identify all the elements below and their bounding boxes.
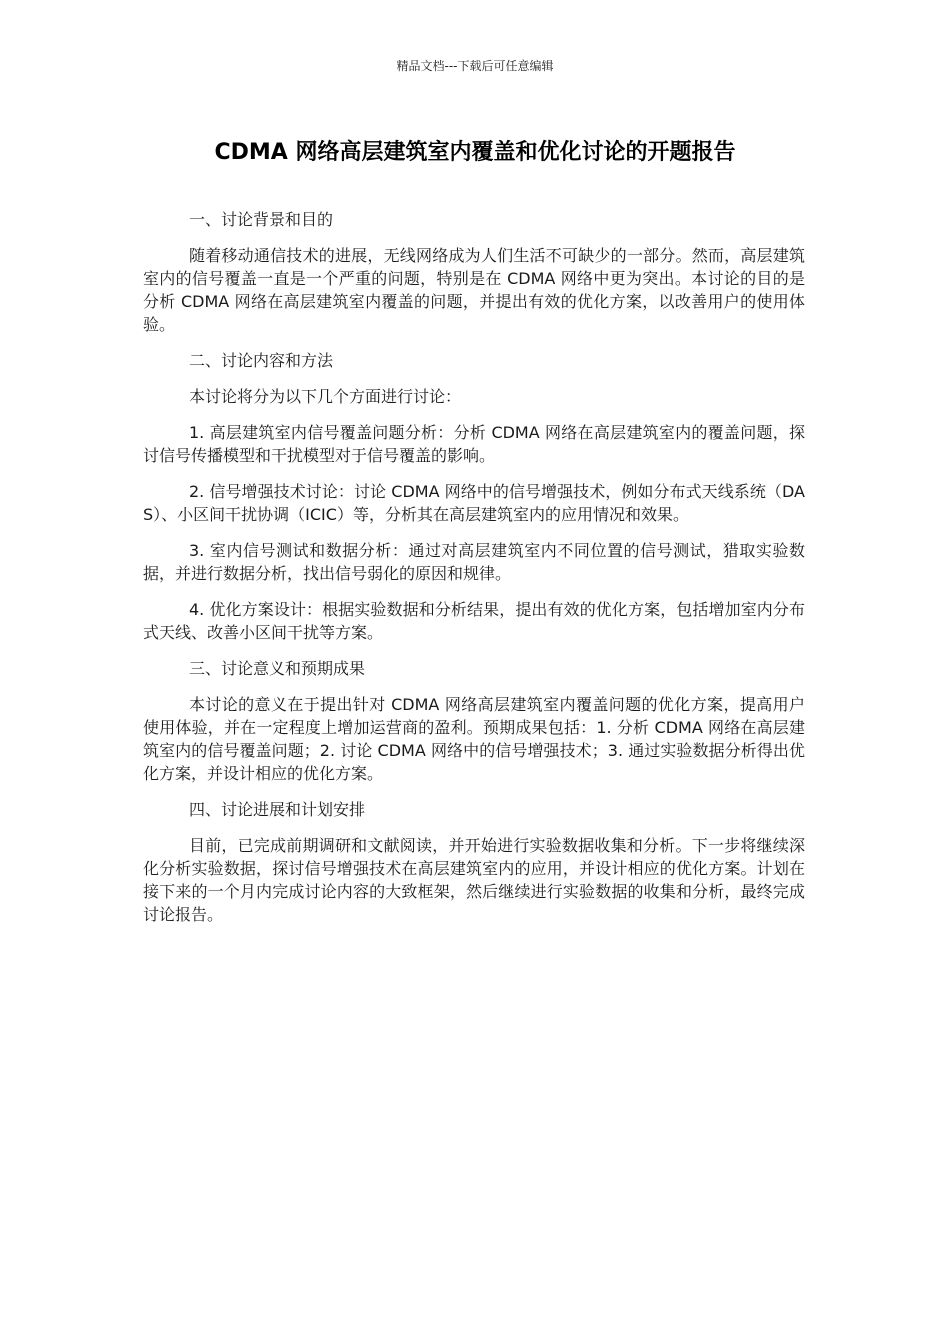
list-item-4: 4. 优化方案设计：根据实验数据和分析结果，提出有效的优化方案，包括增加室内分布式天线、改善小区间干扰等方案。 [143, 600, 805, 642]
document-body [143, 208, 805, 939]
paragraph-significance: 本讨论的意义在于提出针对 CDMA 网络高层建筑室内覆盖问题的优化方案，提高用户使用体验，并在一定程度上增加运营商的盈利。预期成果包括：1. 分析 CDMA 网络在高层建筑室内的信号覆盖问题；2. 讨论 CDMA 网络中的信号增强技术；3. 通过实验数据分析得出优化方案，并设计相应的优化方案。 [143, 695, 805, 783]
header-note: 精品文档---下载后可任意编辑 [396, 59, 554, 73]
list-item-3: 3. 室内信号测试和数据分析：通过对高层建筑室内不同位置的信号测试，猎取实验数据，并进行数据分析，找出信号弱化的原因和规律。 [143, 541, 805, 583]
paragraph-background: 随着移动通信技术的进展，无线网络成为人们生活不可缺少的一部分。然而，高层建筑室内的信号覆盖一直是一个严重的问题，特别是在 CDMA 网络中更为突出。本讨论的目的是分析 CDMA 网络在高层建筑室内覆盖的问题，并提出有效的优化方案，以改善用户的使用体验。 [143, 246, 805, 334]
section-heading-significance: 三、讨论意义和预期成果 [189, 659, 366, 678]
section-heading-content-methods: 二、讨论内容和方法 [189, 351, 334, 370]
section-heading-progress: 四、讨论进展和计划安排 [189, 800, 366, 819]
document-title: CDMA 网络高层建筑室内覆盖和优化讨论的开题报告 [214, 140, 736, 165]
list-item-2: 2. 信号增强技术讨论：讨论 CDMA 网络中的信号增强技术，例如分布式天线系统（DAS）、小区间干扰协调（ICIC）等，分析其在高层建筑室内的应用情况和效果。 [143, 482, 805, 524]
list-item-1: 1. 高层建筑室内信号覆盖问题分析：分析 CDMA 网络在高层建筑室内的覆盖问题，探讨信号传播模型和干扰模型对于信号覆盖的影响。 [143, 423, 805, 465]
paragraph-progress: 目前，已完成前期调研和文献阅读，并开始进行实验数据收集和分析。下一步将继续深化分析实验数据，探讨信号增强技术在高层建筑室内的应用，并设计相应的优化方案。计划在接下来的一个月内完成讨论内容的大致框架，然后继续进行实验数据的收集和分析，最终完成讨论报告。 [143, 836, 805, 924]
section-heading-background: 一、讨论背景和目的 [189, 210, 334, 229]
paragraph-content-intro: 本讨论将分为以下几个方面进行讨论： [189, 387, 462, 406]
